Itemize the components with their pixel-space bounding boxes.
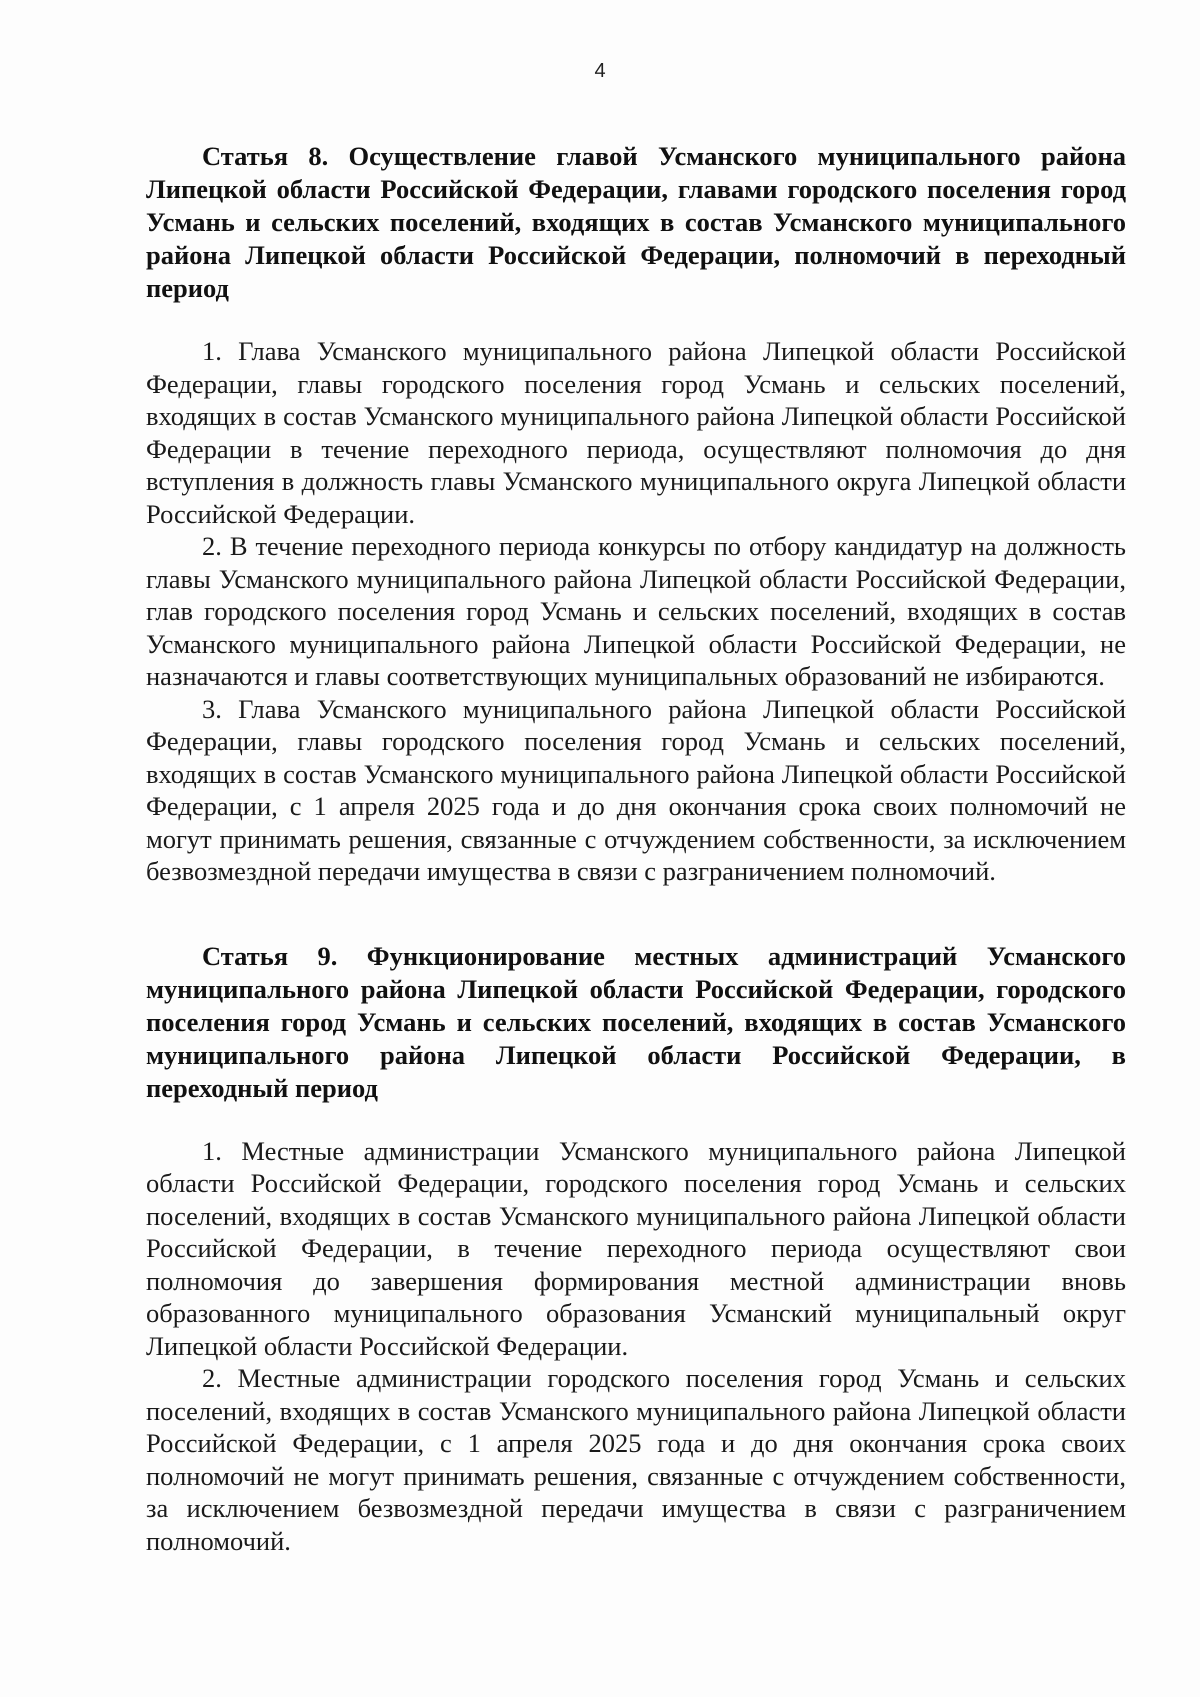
- article-8-paragraph-2: 2. В течение переходного периода конкурсы по отбору кандидатур на должность главы Усманского муниципального района Липецкой области Российской Федерации, глав городского поселения город Усмань и сельских поселений, входящих в состав Усманского муниципального района Липецкой области Российской Федерации, не назначаются и главы соответствующих муниципальных образований не избираются.: [146, 531, 1126, 691]
- article-8-heading: Статья 8. Осуществление главой Усманского муниципального района Липецкой области Российской Федерации, главами городского поселения город Усмань и сельских поселений, входящих в состав Усманского муниципального района Липецкой области Российской Федерации, полномочий в переходный период: [146, 141, 1126, 303]
- article-9-paragraph-1: 1. Местные администрации Усманского муниципального района Липецкой области Российской Федерации, городского поселения город Усмань и сельских поселений, входящих в состав Усманского муниципального района Липецкой области Российской Федерации, в течение переходного периода осуществляют свои полномочия до завершения формирования местной администрации вновь образованного муниципального образования Усманский муниципальный округ Липецкой области Российской Федерации.: [146, 1135, 1126, 1361]
- page-number: 4: [594, 60, 606, 82]
- article-9-paragraph-2: 2. Местные администрации городского поселения город Усмань и сельских поселений, входящих в состав Усманского муниципального района Липецкой области Российской Федерации, с 1 апреля 2025 года и до дня окончания срока своих полномочий не могут принимать решения, связанные с отчуждением собственности, за исключением безвозмездной передачи имущества в связи с разграничением полномочий.: [146, 1363, 1126, 1556]
- article-9-heading: Статья 9. Функционирование местных администраций Усманского муниципального района Липецкой области Российской Федерации, городского поселения город Усмань и сельских поселений, входящих в состав Усманского муниципального района Липецкой области Российской Федерации, в переходный период: [146, 940, 1126, 1103]
- article-9-paragraphs: [146, 1135, 1126, 1558]
- article-8: [146, 140, 1126, 888]
- document-body: [146, 140, 1126, 1557]
- article-8-paragraph-3: 3. Глава Усманского муниципального района Липецкой области Российской Федерации, главы городского поселения город Усмань и сельских поселений, входящих в состав Усманского муниципального района Липецкой области Российской Федерации, с 1 апреля 2025 года и до дня окончания срока своих полномочий не могут принимать решения, связанные с отчуждением собственности, за исключением безвозмездной передачи имущества в связи с разграничением полномочий.: [146, 693, 1126, 886]
- article-9: [146, 940, 1126, 1558]
- article-8-paragraphs: [146, 335, 1126, 888]
- article-8-paragraph-1: 1. Глава Усманского муниципального района Липецкой области Российской Федерации, главы городского поселения город Усмань и сельских поселений, входящих в состав Усманского муниципального района Липецкой области Российской Федерации в течение переходного периода, осуществляют полномочия до дня вступления в должность главы Усманского муниципального округа Липецкой области Российской Федерации.: [146, 336, 1126, 529]
